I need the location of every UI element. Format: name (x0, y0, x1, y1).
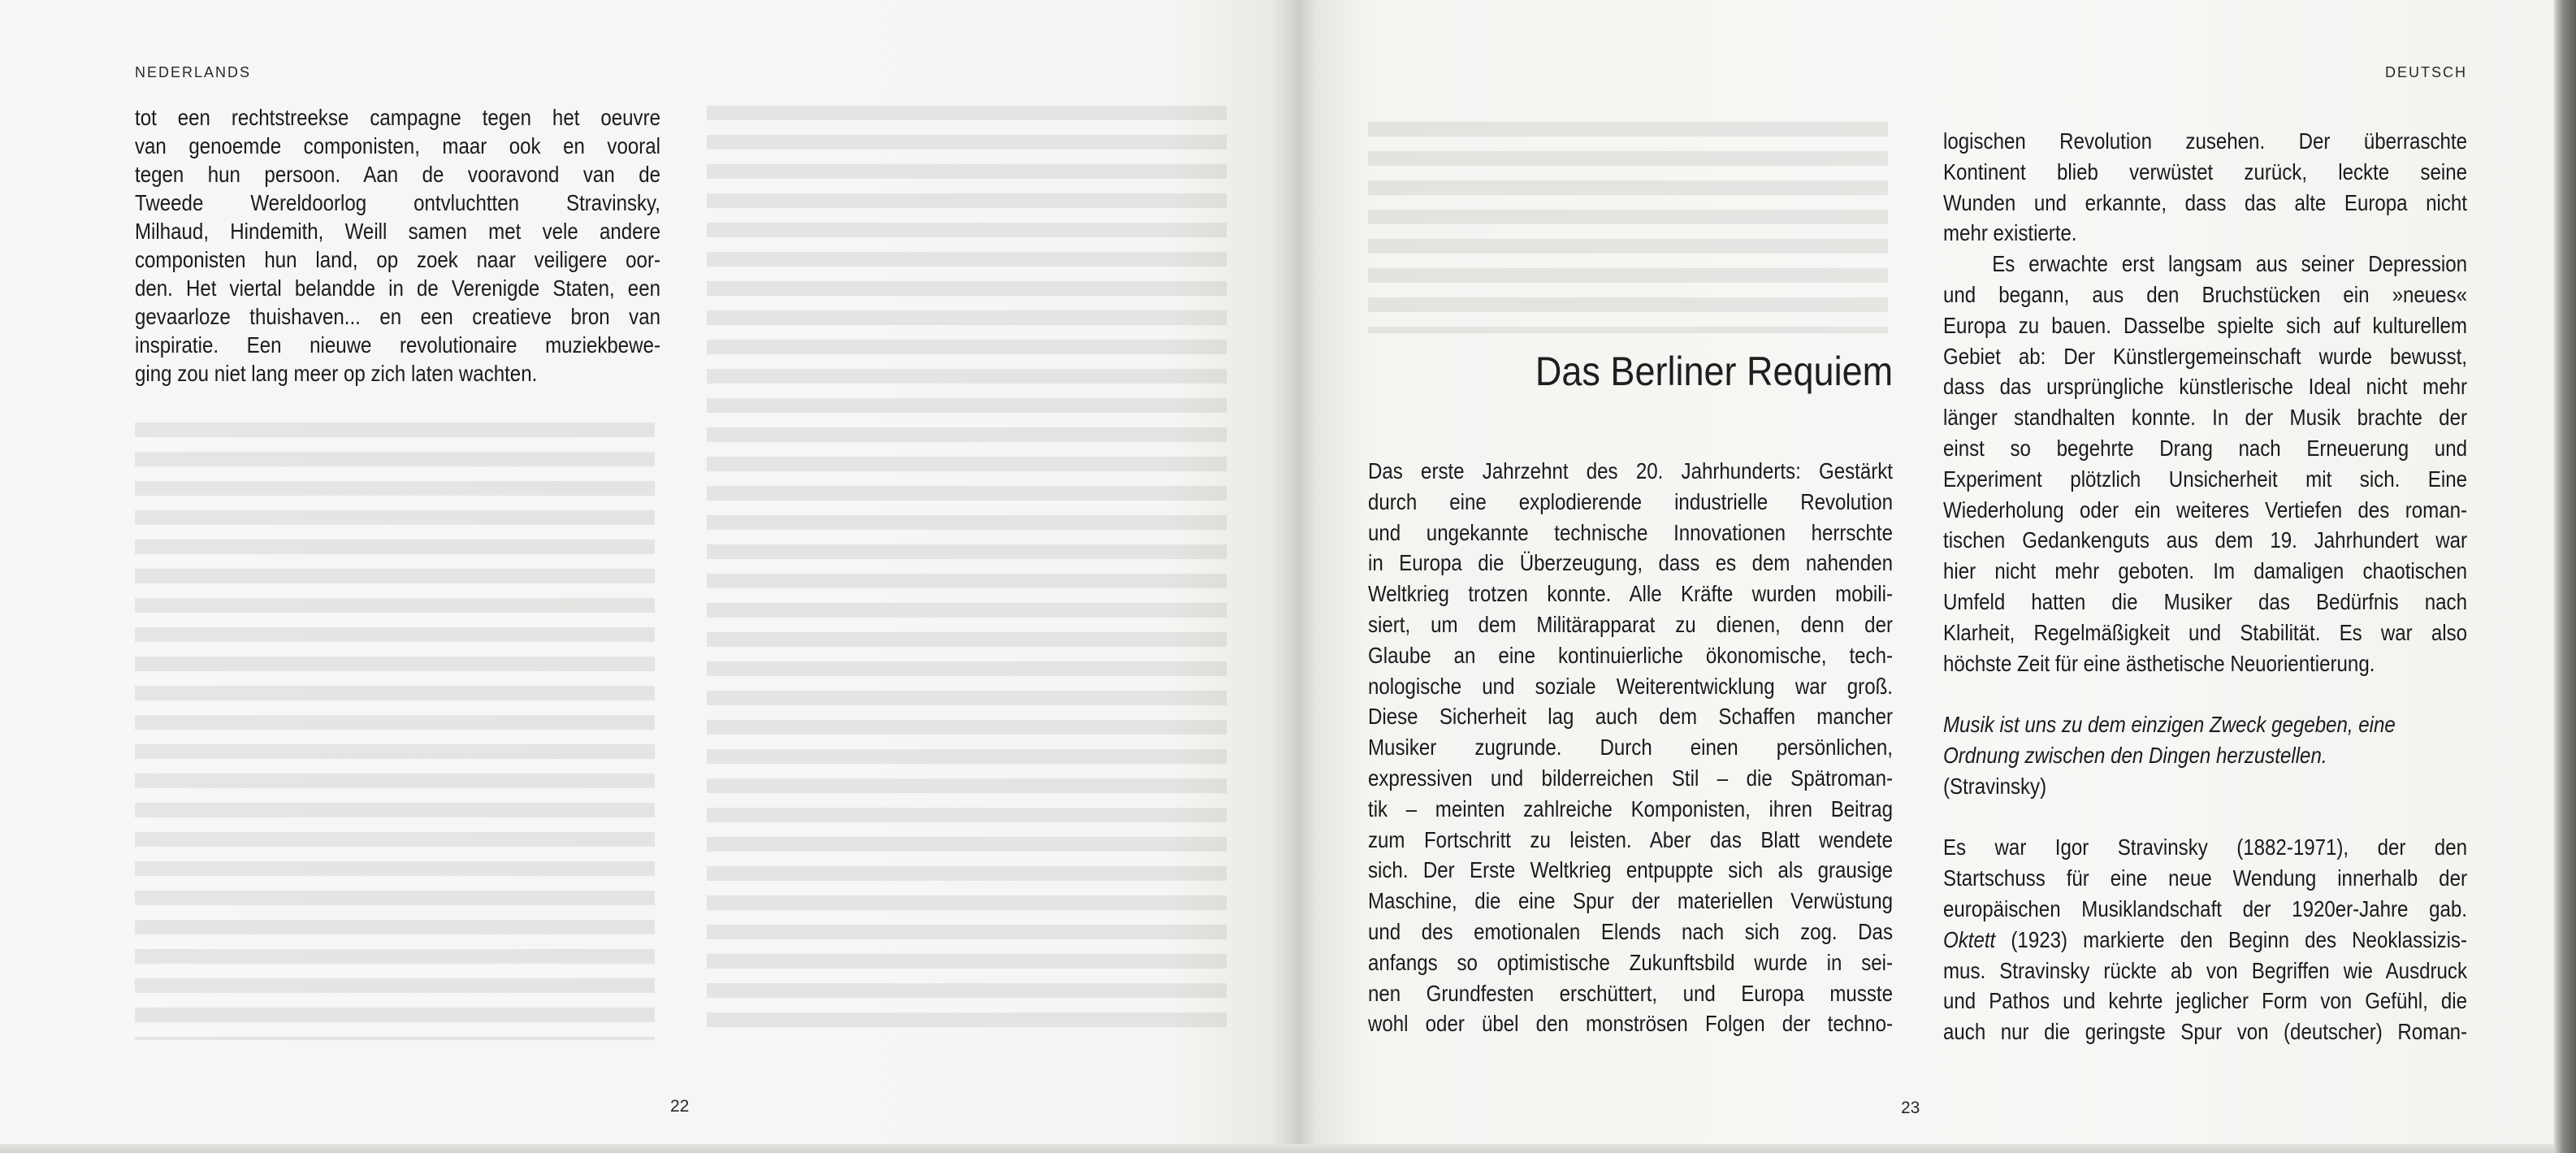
text-line (1943, 925, 2467, 956)
text-line: siert, um dem Militärapparat zu dienen, denn der (1368, 611, 1893, 637)
text-line: auch nur die geringste Spur von (deutscher) Roman- (1943, 1019, 2467, 1045)
bleed-through-text (1368, 122, 1888, 333)
text-line: sich. Der Erste Weltkrieg entpuppte sich als grausige (1368, 857, 1893, 883)
text-line: Tweede Wereldoorlog ontvluchtten Stravinsky, (135, 190, 660, 215)
text-line: nologische und soziale Weiterentwicklung war groß. (1368, 673, 1893, 699)
work-title: Oktett (1943, 926, 1996, 952)
page-bottom-edge (0, 1144, 2554, 1153)
text-line: Umfeld hatten die Musiker das Bedürfnis nach (1943, 588, 2467, 614)
booklet-edge-shadow (2554, 0, 2576, 1153)
text-line: tegen hun persoon. Aan de vooravond van de (135, 162, 660, 187)
text-line: Es war Igor Stravinsky (1882-1971), der den (1943, 834, 2467, 860)
page-number-left: 22 (670, 1097, 690, 1116)
text-line: mehr existierte. (1943, 220, 2077, 246)
text-line-rest: (1923) markierte den Beginn des Neoklassizis- (1995, 926, 2467, 952)
running-head-nederlands: NEDERLANDS (135, 64, 252, 80)
running-head-deutsch: DEUTSCH (2384, 64, 2467, 80)
text-line: Maschine, die eine Spur der materiellen Verwüstung (1368, 888, 1893, 914)
text-line: anfangs so optimistische Zukunftsbild wurde in sei- (1368, 949, 1893, 975)
paragraph (1943, 126, 2552, 249)
bleed-through-text (707, 106, 1227, 1040)
text-line: den. Het viertal belandde in de Verenigde Staten, een (135, 275, 660, 301)
text-line: Das erste Jahrzehnt des 20. Jahrhunderts: Gestärkt (1368, 458, 1893, 483)
text-line: Startschuss für eine neue Wendung innerhalb der (1943, 865, 2467, 891)
text-line: expressiven und bilderreichen Stil – die Spätroman- (1368, 765, 1893, 791)
paragraph (1943, 249, 2552, 678)
page-number-right: 23 (1901, 1099, 1920, 1117)
text-line: logischen Revolution zusehen. Der überraschte (1943, 128, 2467, 154)
text-line: Klarheit, Regelmäßigkeit und Stabilität. Es war also (1943, 619, 2467, 645)
text-line: tischen Gedankenguts aus dem 19. Jahrhundert war (1943, 527, 2467, 553)
dutch-text-column (135, 103, 746, 388)
text-line: Glaube an eine kontinuierliche ökonomische, tech- (1368, 642, 1893, 668)
text-line: Experiment plötzlich Unsicherheit mit sich. Eine (1943, 466, 2467, 492)
text-line: Milhaud, Hindemith, Weill samen met vele andere (135, 219, 660, 244)
text-line: inspiratie. Een nieuwe revolutionaire muziekbewe- (135, 332, 660, 358)
text-line: Kontinent blieb verwüstet zurück, leckte seine (1943, 158, 2467, 184)
text-line: nen Grundfesten erschüttert, und Europa musste (1368, 980, 1893, 1006)
section-title: Das Berliner Requiem (1535, 349, 1893, 394)
bleed-through-text (135, 423, 655, 1040)
text-line: componisten hun land, op zoek naar veiligere oor- (135, 247, 660, 272)
text-line: zum Fortschritt zu leisten. Aber das Blatt wendete (1368, 826, 1893, 852)
text-line: und Pathos und kehrte jeglicher Form von Gefühl, die (1943, 988, 2467, 1014)
paragraph (1943, 832, 2552, 1047)
text-line: in Europa die Überzeugung, dass es dem nahenden (1368, 550, 1893, 576)
text-line: (Stravinsky) (1943, 773, 2047, 799)
text-line: Es erwachte erst langsam aus seiner Depression (1992, 251, 2467, 277)
paragraph (135, 103, 746, 388)
text-line: van genoemde componisten, maar ook en vooral (135, 133, 660, 158)
text-line: Musik ist uns zu dem einzigen Zweck gegeben, eine (1943, 712, 2396, 738)
text-line: tot een rechtstreekse campagne tegen het oeuvre (135, 105, 660, 130)
text-line: gevaarloze thuishaven... en een creatieve bron van (135, 304, 660, 329)
text-line: und begann, aus den Bruchstücken ein »neues« (1943, 281, 2467, 307)
text-line: länger standhalten konnte. In der Musik brachte der (1943, 405, 2467, 431)
paragraph (1943, 771, 2552, 802)
text-line: dass das ursprüngliche künstlerische Ideal nicht mehr (1943, 374, 2467, 400)
text-line: durch eine explodierende industrielle Revolution (1368, 488, 1893, 514)
text-line: Ordnung zwischen den Dingen herzustellen. (1943, 742, 2327, 768)
text-line: Musiker zugrunde. Durch einen persönlichen, (1368, 735, 1893, 761)
text-line: einst so begehrte Drang nach Erneuerung und (1943, 435, 2467, 461)
text-line: Weltkrieg trotzen konnte. Alle Kräfte wurden mobili- (1368, 581, 1893, 607)
text-line: Europa zu bauen. Dasselbe spielte sich auf kulturellem (1943, 312, 2467, 338)
text-line: hier nicht mehr geboten. Im damaligen chaotischen (1943, 558, 2467, 584)
paragraph (1368, 456, 1978, 1039)
text-line: und ungekannte technische Innovationen herrschte (1368, 519, 1893, 545)
text-line: Diese Sicherheit lag auch dem Schaffen mancher (1368, 704, 1893, 730)
text-line: ging zou niet lang meer op zich laten wachten. (135, 361, 538, 386)
text-line: Gebiet ab: Der Künstlergemeinschaft wurde bewusst, (1943, 343, 2467, 369)
text-line: wohl oder übel den monströsen Folgen der techno- (1368, 1011, 1893, 1037)
german-text-column-left (1368, 456, 1978, 1039)
text-line: und des emotionalen Elends nach sich zog. Das (1368, 918, 1893, 944)
text-line: Wunden und erkannte, dass das alte Europa nicht (1943, 189, 2467, 215)
text-line: mus. Stravinsky rückte ab von Begriffen wie Ausdruck (1943, 957, 2467, 983)
text-line: höchste Zeit für eine ästhetische Neuorientierung. (1943, 650, 2375, 676)
text-line: Wiederholung oder ein weiteres Vertiefen des roman- (1943, 496, 2467, 522)
text-line: europäischen Musiklandschaft der 1920er-Jahre gab. (1943, 895, 2467, 921)
german-text-column-right (1943, 126, 2552, 1047)
quote-paragraph (1943, 709, 2552, 771)
text-line: tik – meinten zahlreiche Komponisten, ihren Beitrag (1368, 795, 1893, 821)
